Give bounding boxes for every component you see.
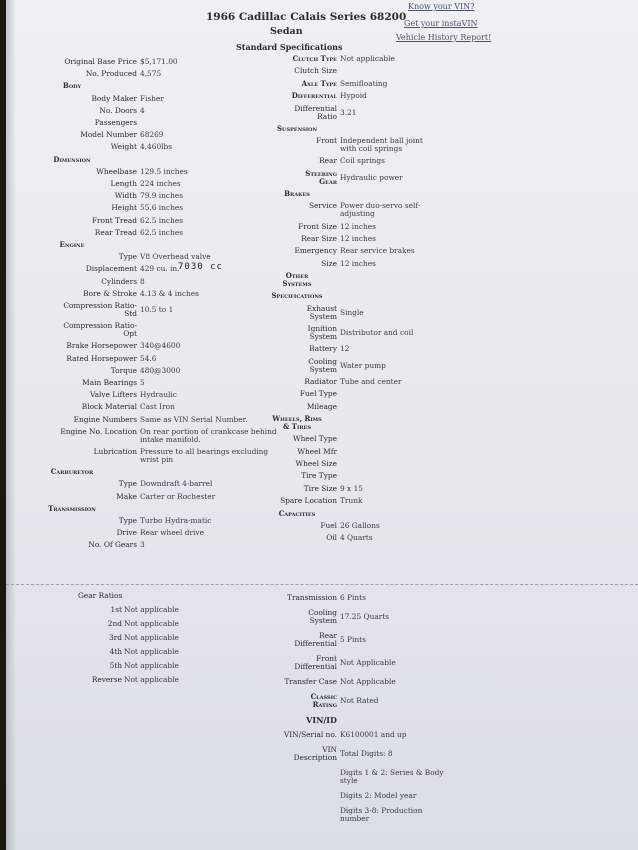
value-cooling-system: Water pump: [340, 360, 386, 370]
label-fuel-type: Fuel Type: [299, 389, 337, 399]
value-rated-horsepower: 54.6: [140, 353, 157, 363]
value-type: Turbo Hydra-matic: [140, 516, 212, 525]
label-steering-gear: Steering Gear: [305, 168, 337, 186]
label-front-size: Front Size: [298, 221, 337, 231]
value-differential: Hypoid: [340, 91, 367, 101]
value-fuel: 26 Gallons: [340, 521, 380, 530]
label-clutch-type: Clutch Type: [292, 54, 337, 63]
label-drive: Drive: [116, 528, 137, 538]
value-reverse: Not applicable: [124, 675, 179, 684]
value-original-base-price: $5,171.00: [140, 57, 178, 66]
label-cooling-system: Cooling System: [308, 608, 337, 625]
value-transmission: 6 Pints: [340, 593, 366, 602]
value-transfer-case: Not Applicable: [340, 677, 396, 686]
label-type: Type: [118, 479, 137, 489]
value-battery: 12: [340, 344, 350, 354]
value-type: Downdraft 4-barrel: [140, 479, 213, 489]
page-title: 1966 Cadillac Calais Series 68200: [206, 11, 407, 23]
label-original-base-price: Original Base Price: [64, 57, 137, 66]
value-exhaust-system: Single: [340, 307, 364, 317]
label-wheel-type: Wheel Type: [292, 434, 337, 444]
label-ignition-system: Ignition System: [307, 324, 337, 341]
value-ignition-system: Distributor and coil: [340, 328, 414, 337]
label-body-maker: Body Maker: [91, 93, 137, 103]
label-main-bearings: Main Bearings: [82, 378, 137, 387]
value-emergency: Rear service brakes: [340, 246, 415, 256]
section-capacities: Capacities: [278, 508, 316, 518]
value-main-bearings: 5: [140, 378, 145, 387]
value-front-differential: Not Applicable: [340, 658, 396, 667]
label-size: Size: [321, 258, 337, 268]
value-front-size: 12 inches: [340, 221, 376, 231]
value-classic-rating: Not Rated: [340, 696, 379, 705]
value-detail: Digits 2: Model year: [340, 791, 417, 800]
label-make: Make: [116, 491, 137, 501]
value-4th: Not applicable: [124, 647, 179, 656]
label-height: Height: [111, 203, 137, 213]
label-vin-description: VIN Description: [293, 745, 337, 762]
label-type: Type: [118, 516, 137, 525]
label-1st: 1st: [110, 605, 122, 614]
value-height: 55.6 inches: [140, 203, 183, 213]
section-other-systems: Other Systems: [282, 271, 312, 289]
value-no-doors: 4: [140, 105, 145, 115]
label-type: Type: [118, 252, 137, 262]
label-tire-type: Tire Type: [301, 471, 337, 481]
value-radiator: Tube and center: [340, 376, 402, 386]
value-wheelbase: 129.5 inches: [140, 166, 188, 176]
value-body-maker: Fisher: [140, 93, 164, 103]
page-subtitle: Sedan: [270, 26, 303, 37]
label-block-material: Block Material: [81, 402, 137, 412]
label-rear-size: Rear Size: [301, 234, 337, 243]
label-rear-differential: Rear Differential: [294, 631, 337, 648]
label-tire-size: Tire Size: [303, 483, 337, 493]
value-type: V8 Overhead valve: [140, 252, 211, 262]
handwritten-note: 7030 cc: [178, 262, 223, 272]
section-carburetor: Carburetor: [50, 467, 94, 477]
value-engine-numbers: Same as VIN Serial Number.: [140, 414, 248, 424]
label-rear-tread: Rear Tread: [94, 227, 137, 237]
label-4th: 4th: [109, 647, 122, 656]
value-differential-ratio: 3.21: [340, 107, 357, 117]
vehicle-history-link[interactable]: Vehicle History Report!: [396, 33, 492, 42]
value-cooling-system: 17.25 Quarts: [340, 612, 390, 621]
label-emergency: Emergency: [294, 246, 337, 256]
label-model-number: Model Number: [80, 130, 137, 140]
label-bore-stroke: Bore & Stroke: [83, 288, 137, 298]
label-vin-id: VIN/ID: [306, 715, 337, 725]
value-no-produced: 4,575: [140, 69, 162, 79]
value-cylinders: 8: [140, 276, 145, 286]
label-service: Service: [308, 201, 337, 211]
section-brakes: Brakes: [284, 189, 310, 198]
label-passengers: Passengers: [94, 118, 137, 127]
value-2nd: Not applicable: [124, 619, 179, 628]
label-axle-type: Axle Type: [301, 78, 337, 88]
gear-ratios-heading: Gear Ratios: [78, 591, 123, 600]
label-differential-ratio: Differential Ratio: [294, 103, 337, 121]
section-body: Body: [62, 81, 82, 91]
label-length: Length: [110, 179, 137, 188]
label-front: Front: [316, 136, 337, 146]
label-battery: Battery: [309, 344, 337, 354]
section-dimension: Dimension: [53, 154, 91, 164]
label-exhaust-system: Exhaust System: [306, 303, 337, 321]
label-no-doors: No. Doors: [99, 105, 137, 115]
value-vin-serial-no: K6100001 and up: [340, 730, 407, 739]
value-front-tread: 62.5 inches: [140, 215, 183, 225]
label-rated-horsepower: Rated Horsepower: [66, 353, 137, 363]
section-title: Standard Specifications: [236, 42, 343, 52]
label-no-of-gears: No. Of Gears: [88, 540, 137, 550]
value-rear-tread: 62.5 inches: [140, 227, 183, 237]
value-spare-location: Trunk: [340, 496, 363, 506]
label-classic-rating: Classic Rating: [310, 692, 337, 709]
label-wheelbase: Wheelbase: [96, 166, 137, 176]
label-front-tread: Front Tread: [91, 215, 137, 225]
value-vin-description: Total Digits: 8: [340, 749, 393, 758]
value-axle-type: Semifloating: [340, 78, 388, 88]
value-lubrication: Pressure to all bearings excluding wrist pin: [140, 447, 269, 464]
instavin-link[interactable]: Get your instaVIN: [404, 19, 478, 28]
label-compression-ratio-std: Compression Ratio- Std: [63, 301, 137, 318]
section-engine: Engine: [59, 240, 85, 249]
value-front: Independent ball joint with coil springs: [340, 136, 423, 154]
label-engine-no-location: Engine No. Location: [60, 426, 137, 436]
label-transmission: Transmission: [287, 593, 337, 602]
value-bore-stroke: 4.13 & 4 inches: [140, 288, 199, 298]
value-oil: 4 Quarts: [340, 533, 373, 543]
label-engine-numbers: Engine Numbers: [73, 414, 137, 424]
know-your-vin-link[interactable]: Know your VIN?: [408, 2, 475, 11]
value-length: 224 inches: [140, 179, 181, 188]
value-make: Carter or Rochester: [140, 491, 216, 501]
value-compression-ratio-std: 10.5 to 1: [140, 305, 174, 314]
page-edge-shadow: [6, 0, 16, 850]
value-rear: Coil springs: [340, 156, 385, 166]
value-model-number: 68269: [140, 130, 164, 140]
label-differential: Differential: [291, 91, 337, 101]
label-compression-ratio-opt: Compression Ratio- Opt: [63, 321, 137, 339]
value-rear-differential: 5 Pints: [340, 635, 366, 644]
label-vin-serial-no: VIN/Serial no.: [283, 730, 337, 739]
value-torque: 480@3000: [140, 365, 181, 375]
label-wheel-mfr: Wheel Mfr: [297, 446, 337, 456]
value-block-material: Cast Iron: [140, 402, 175, 412]
label-radiator: Radiator: [304, 376, 337, 386]
label-displacement: Displacement: [85, 264, 137, 274]
label-brake-horsepower: Brake Horsepower: [66, 341, 137, 351]
value-displacement: 429 cu. in.: [140, 264, 180, 274]
label-rear: Rear: [319, 156, 337, 166]
label-2nd: 2nd: [107, 619, 122, 628]
label-clutch-size: Clutch Size: [294, 66, 337, 76]
label-oil: Oil: [326, 533, 337, 543]
label-weight: Weight: [110, 142, 137, 152]
section-suspension: Suspension: [276, 123, 318, 133]
label-5th: 5th: [109, 661, 122, 670]
value-valve-lifters: Hydraulic: [140, 390, 177, 400]
spec-sheet: [6, 0, 638, 850]
page-divider: [6, 584, 638, 585]
label-cylinders: Cylinders: [101, 276, 137, 286]
label-torque: Torque: [110, 365, 137, 375]
value-no-of-gears: 3: [140, 540, 145, 550]
value-5th: Not applicable: [124, 661, 179, 670]
value-clutch-type: Not applicable: [340, 54, 395, 63]
value-steering-gear: Hydraulic power: [340, 172, 403, 182]
value-width: 79.9 inches: [140, 191, 183, 201]
value-drive: Rear wheel drive: [140, 528, 204, 538]
label-no-produced: No. Produced: [85, 69, 137, 79]
value-tire-size: 9 x 15: [340, 483, 363, 493]
label-wheel-size: Wheel Size: [295, 459, 337, 468]
label-lubrication: Lubrication: [93, 447, 137, 456]
label-transfer-case: Transfer Case: [284, 677, 337, 686]
label-width: Width: [114, 191, 137, 201]
label-fuel: Fuel: [320, 521, 337, 530]
section-transmission: Transmission: [48, 503, 96, 513]
value-detail: Digits 1 & 2: Series & Body style: [340, 768, 444, 785]
value-1st: Not applicable: [124, 605, 179, 614]
value-brake-horsepower: 340@4600: [140, 341, 181, 351]
section-wheels-rims-tires: Wheels, Rims & Tires: [272, 414, 322, 431]
value-3rd: Not applicable: [124, 633, 179, 642]
value-size: 12 inches: [340, 258, 376, 268]
label-front-differential: Front Differential: [294, 654, 337, 671]
value-weight: 4,460lbs: [140, 142, 173, 152]
label-mileage: Mileage: [306, 401, 337, 411]
value-service: Power duo-servo self- adjusting: [340, 201, 421, 219]
value-detail: Digits 3-8: Production number: [340, 806, 423, 823]
label-3rd: 3rd: [109, 633, 122, 642]
label-spare-location: Spare Location: [280, 496, 337, 506]
label-cooling-system: Cooling System: [308, 356, 337, 374]
label-reverse: Reverse: [91, 675, 122, 684]
value-engine-no-location: On rear portion of crankcase behind intake manifold.: [140, 426, 277, 444]
label-valve-lifters: Valve Lifters: [89, 390, 137, 400]
value-rear-size: 12 inches: [340, 234, 376, 243]
section-specifications: Specifications: [271, 291, 323, 301]
